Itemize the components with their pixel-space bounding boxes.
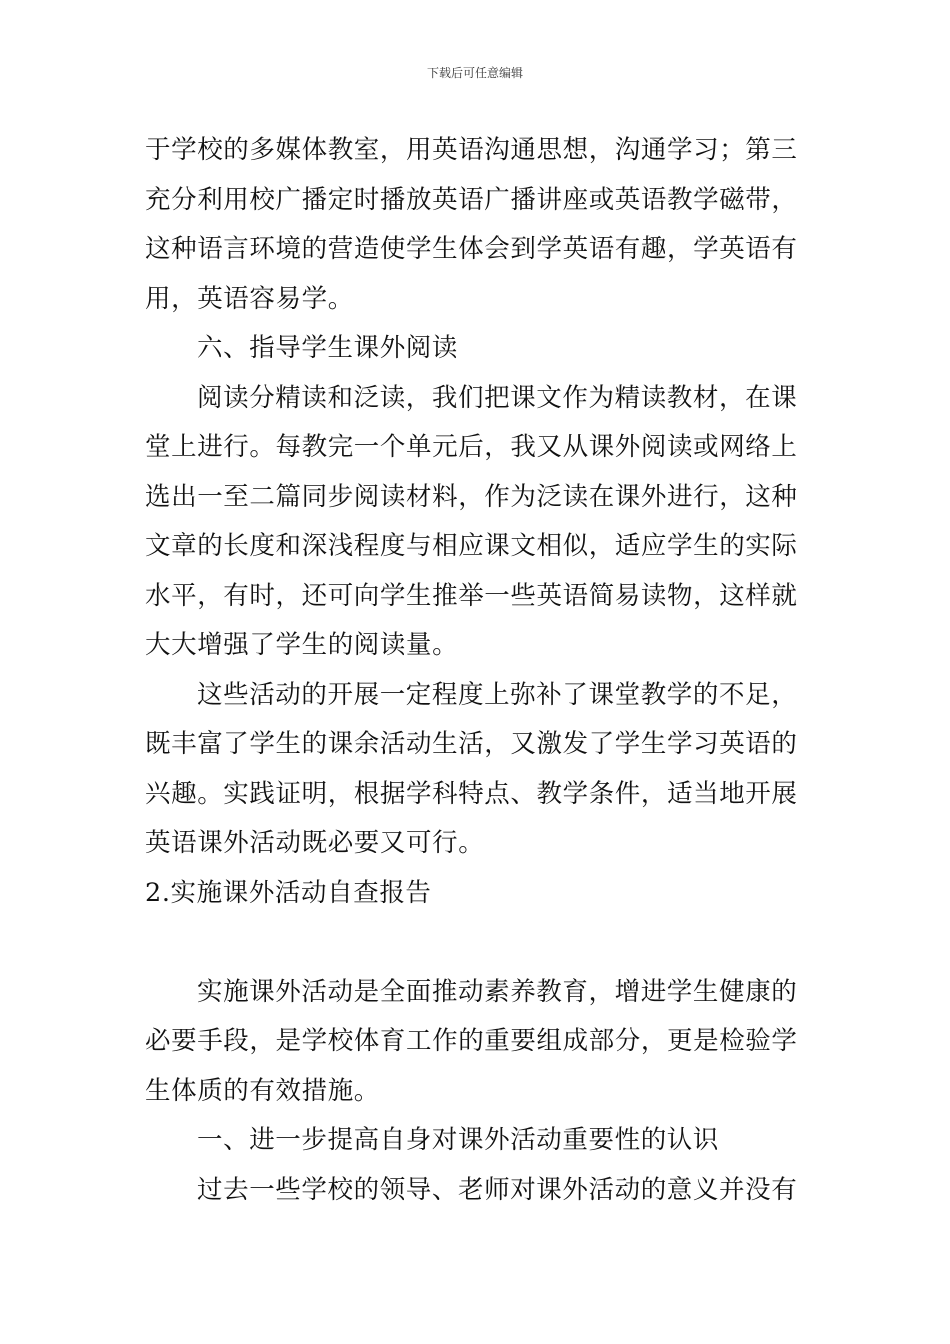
text-line: 这种语言环境的营造使学生体会到学英语有趣，学英语有 bbox=[145, 234, 798, 264]
section-heading: 一、进一步提高自身对课外活动重要性的认识 bbox=[197, 1125, 720, 1155]
text-line: 实施课外活动是全面推动素养教育，增进学生健康的 bbox=[197, 976, 798, 1007]
text-line: 文章的长度和深浅程度与相应课文相似，适应学生的实际 bbox=[145, 531, 798, 561]
text-line: 于学校的多媒体教室，用英语沟通思想，沟通学习；第三 bbox=[145, 135, 798, 165]
article-title: 2.实施课外活动自查报告 bbox=[145, 877, 432, 908]
section-heading: 六、指导学生课外阅读 bbox=[197, 333, 459, 363]
text-line: 大大增强了学生的阅读量。 bbox=[145, 630, 459, 660]
text-line: 生体质的有效措施。 bbox=[145, 1075, 380, 1106]
text-line: 堂上进行。每教完一个单元后，我又从课外阅读或网络上 bbox=[145, 432, 798, 462]
text-line: 水平，有时，还可向学生推举一些英语简易读物，这样就 bbox=[145, 580, 798, 611]
text-line: 充分利用校广播定时播放英语广播讲座或英语教学磁带， bbox=[145, 184, 798, 215]
text-line: 选出一至二篇同步阅读材料，作为泛读在课外进行，这种 bbox=[145, 481, 798, 512]
text-line: 英语课外活动既必要又可行。 bbox=[145, 828, 485, 858]
document-body bbox=[145, 126, 825, 1215]
blank-line bbox=[145, 918, 825, 968]
text-line: 阅读分精读和泛读，我们把课文作为精读教材，在课 bbox=[197, 382, 798, 413]
text-line: 兴趣。实践证明，根据学科特点、教学条件，适当地开展 bbox=[145, 778, 798, 809]
text-line: 这些活动的开展一定程度上弥补了课堂教学的不足， bbox=[197, 679, 798, 710]
text-line: 用，英语容易学。 bbox=[145, 283, 354, 314]
text-line: 必要手段，是学校体育工作的重要组成部分，更是检验学 bbox=[145, 1026, 798, 1056]
text-line: 既丰富了学生的课余活动生活，又激发了学生学习英语的 bbox=[145, 729, 798, 759]
text-line: 过去一些学校的领导、老师对课外活动的意义并没有 bbox=[197, 1174, 798, 1205]
page-header: 下载后可任意编辑 bbox=[426, 66, 523, 80]
